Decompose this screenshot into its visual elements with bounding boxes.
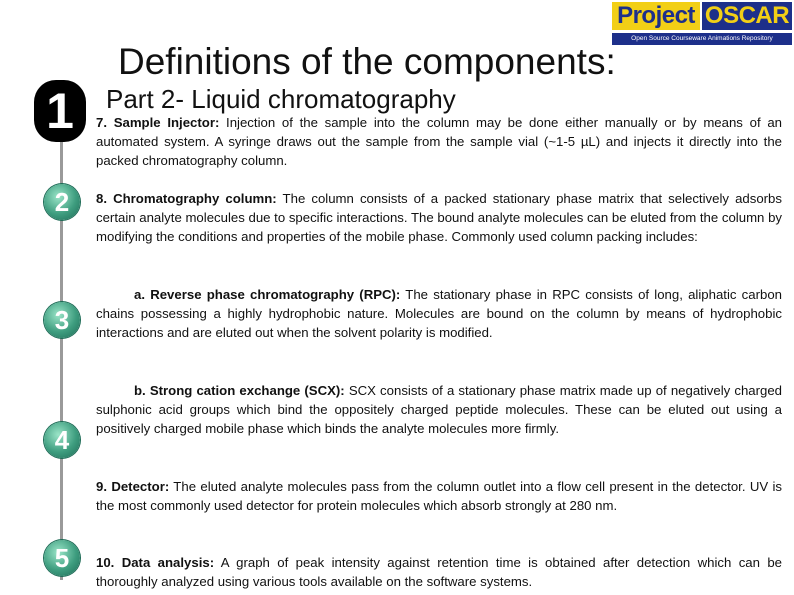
- page-subtitle: Part 2- Liquid chromatography: [106, 84, 456, 114]
- definition-label: b. Strong cation exchange (SCX):: [134, 383, 345, 398]
- step-1-marker[interactable]: 1: [34, 80, 86, 142]
- definition-label: 9. Detector:: [96, 479, 170, 494]
- logo-tagline: Open Source Courseware Animations Repository: [612, 33, 792, 45]
- logo-word-project: Project: [612, 2, 700, 30]
- data-analysis-definition: [96, 553, 782, 591]
- definition-text: The column consists of a packed stationary phase matrix that selectively adsorbs certain analyte molecules due to specific interactions. The bound analyte molecules can be eluted from the column by modifying the conditions and properties of the mobile phase. Commonly used column packing includes:: [96, 191, 782, 244]
- definition-label: 7. Sample Injector:: [96, 115, 220, 130]
- rpc-definition: [96, 285, 782, 342]
- definition-text: The eluted analyte molecules pass from the column outlet into a flow cell present in the detector. UV is the most commonly used detector for protein molecules which absorb strongly at 280 nm.: [96, 479, 782, 513]
- sample-injector-definition: [96, 113, 782, 170]
- definition-label: 8. Chromatography column:: [96, 191, 277, 206]
- chromatography-column-definition: [96, 189, 782, 246]
- scx-definition: [96, 381, 782, 438]
- definition-text: Injection of the sample into the column may be done either manually or by means of an automated system. A syringe draws out the sample from the sample vial (~1-5 µL) and injects it directly into the packed chromatography column.: [96, 115, 782, 168]
- detector-definition: [96, 477, 782, 515]
- definition-label: 10. Data analysis:: [96, 555, 215, 570]
- definition-text: SCX consists of a stationary phase matrix made up of negatively charged sulphonic acid groups which bind the oppositely charged peptide molecules. These can be eluted out using a positively charged mobile phase which binds the analyte molecules more firmly.: [96, 383, 783, 436]
- page-title: Definitions of the components:: [118, 41, 616, 82]
- logo-word-oscar: OSCAR: [702, 2, 792, 30]
- definition-text: The stationary phase in RPC consists of long, aliphatic carbon chains possessing a highly hydrophobic nature. Molecules are bound on the column by means of hydrophobic interactions and are eluted out when the solvent polarity is modified.: [96, 287, 782, 340]
- definition-text: A graph of peak intensity against retention time is obtained after detection which can be thoroughly analyzed using various tools available on the software systems.: [96, 555, 782, 589]
- step-rail: [60, 110, 63, 580]
- step-5-marker[interactable]: 5: [44, 540, 80, 576]
- step-4-marker[interactable]: 4: [44, 422, 80, 458]
- step-2-marker[interactable]: 2: [44, 184, 80, 220]
- definition-label: a. Reverse phase chromatography (RPC):: [134, 287, 401, 302]
- step-3-marker[interactable]: 3: [44, 302, 80, 338]
- project-oscar-logo: [610, 0, 794, 48]
